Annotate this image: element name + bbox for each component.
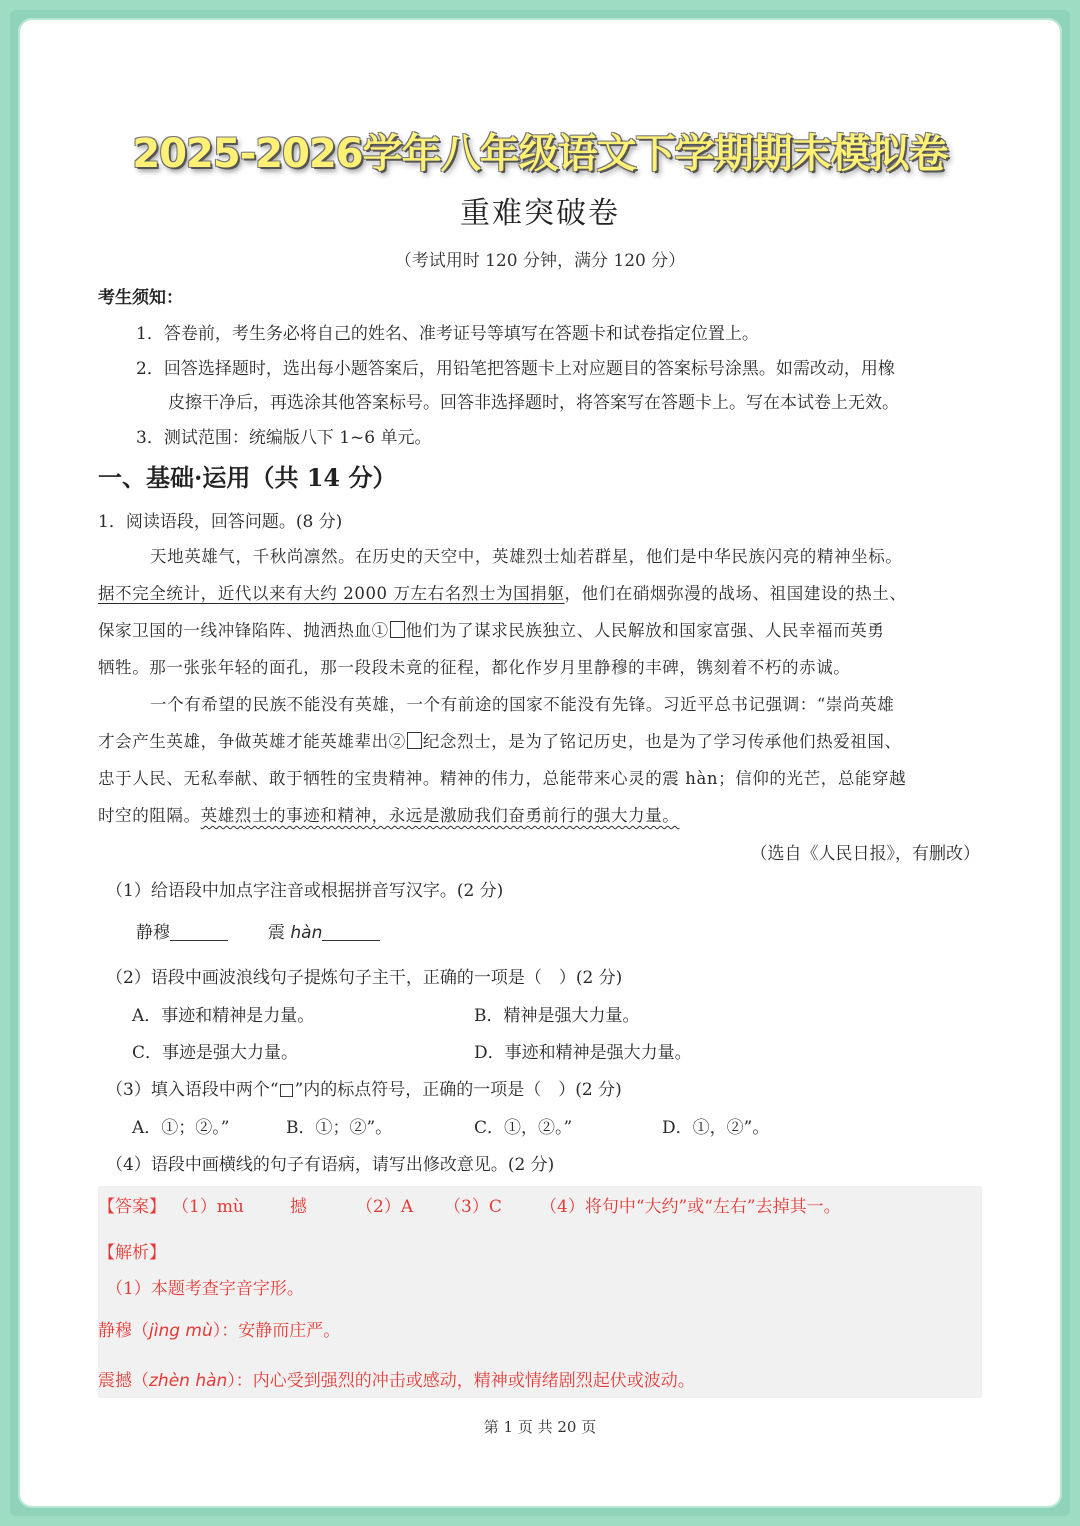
passage-line-7: 忠于人民、无私奉献、敢于牺牲的宝贵精神。精神的伟力，总能带来心灵的震 hàn；信仰的光芒，总能穿越 (98, 769, 907, 788)
answer-blank[interactable] (170, 922, 228, 941)
exam-subtitle: 重难突破卷 (460, 196, 620, 231)
passage-line-6-b: 纪念烈士，是为了铭记历史，也是为了学习传承他们热爱祖国、 (422, 732, 902, 751)
word-jingmu: 静穆 (136, 923, 170, 943)
notice-item-1: 1．答卷前，考生务必将自己的姓名、准考证号等填写在答题卡和试卷指定位置上。 (136, 324, 759, 344)
passage-line-6-a: 才会产生英雄，争做英雄才能英雄辈出② (98, 732, 406, 751)
passage-line-3-a: 保家卫国的一线冲锋陷阵、抛洒热血① (98, 621, 389, 640)
analysis-zhenhan-pinyin: zhèn hàn (149, 1371, 228, 1391)
analysis-zhenhan (98, 1366, 695, 1391)
question-1-1: （1）给语段中加点字注音或根据拼音写汉字。(2 分) (106, 881, 504, 901)
analysis-jingmu (98, 1316, 340, 1341)
answer-1: （1）mù (172, 1197, 244, 1217)
passage-line-8-a: 时空的阻隔。 (98, 806, 201, 825)
passage-line-8 (98, 802, 679, 826)
question-1-1-item-a (136, 918, 228, 943)
section-title: 一、基础·运用（共 14 分） (98, 463, 397, 492)
blank-box-2 (407, 732, 422, 749)
option-2b: B．精神是强大力量。 (474, 1006, 640, 1026)
page-number: 第 1 页 共 20 页 (483, 1418, 597, 1436)
wavy-sentence: 英雄烈士的事迹和精神，永远是激励我们奋勇前行的强大力量。 (200, 806, 680, 825)
passage-line-2 (98, 580, 906, 604)
passage-line-1: 天地英雄气，千秋尚凛然。在历史的天空中，英雄烈士灿若群星，他们是中华民族闪亮的精神坐标。 (150, 547, 903, 566)
notice-item-2-line-2: 皮擦干净后，再选涂其他答案标号。回答非选择题时，将答案写在答题卡上。写在本试卷上无效。 (168, 393, 899, 413)
analysis-jingmu-word: 静穆（ (98, 1321, 149, 1341)
answer-blank[interactable] (322, 922, 380, 941)
word-zhen: 震 (268, 923, 285, 943)
passage-source: （选自《人民日报》，有删改） (750, 844, 980, 864)
question-1-4: （4）语段中画横线的句子有语病，请写出修改意见。(2 分) (106, 1155, 555, 1175)
option-3d: D．①，②”。 (662, 1118, 770, 1138)
analysis-jingmu-meaning: ）：安静而庄严。 (212, 1321, 341, 1341)
notice-title: 考生须知： (98, 288, 183, 308)
option-3a: A．①；②。” (132, 1118, 230, 1138)
answer-label: 【答案】 (98, 1197, 166, 1217)
passage-line-5: 一个有希望的民族不能没有英雄，一个有前途的国家不能没有先锋。习近平总书记强调：“崇尚英雄 (150, 695, 895, 714)
option-2a: A．事迹和精神是力量。 (132, 1006, 315, 1026)
answer-2: （2）A (356, 1197, 414, 1217)
question-1-title: 1．阅读语段，回答问题。(8 分) (98, 512, 343, 532)
question-1-2: （2）语段中画波浪线句子提炼句子主干，正确的一项是（ ）(2 分) (106, 968, 623, 988)
option-2d: D．事迹和精神是强大力量。 (474, 1043, 692, 1063)
pinyin-han: hàn (290, 923, 323, 943)
exam-title: 2025-2026学年八年级语文下学期期末模拟卷 (132, 131, 948, 177)
passage-line-2-rest: ，他们在硝烟弥漫的战场、祖国建设的热土、 (564, 584, 907, 603)
answer-4: （4）将句中“大约”或“左右”去掉其一。 (540, 1197, 841, 1217)
underlined-sentence: 据不完全统计，近代以来有大约 2000 万左右名烈士为国捐躯 (98, 584, 565, 603)
analysis-label: 【解析】 (98, 1243, 166, 1263)
option-3c: C．①，②。” (474, 1118, 573, 1138)
notice-item-3: 3．测试范围：统编版八下 1~6 单元。 (136, 428, 432, 448)
option-3b: B．①；②”。 (286, 1118, 393, 1138)
exam-info: （考试用时 120 分钟，满分 120 分） (394, 251, 686, 271)
question-1-3: （3）填入语段中两个“□”内的标点符号，正确的一项是（ ）(2 分) (106, 1080, 622, 1100)
blank-box-1 (390, 621, 405, 638)
notice-item-2-line-1: 2．回答选择题时，选出每小题答案后，用铅笔把答题卡上对应题目的答案标号涂黑。如需改动，用橡 (136, 359, 895, 379)
passage-line-3 (98, 617, 885, 641)
analysis-jingmu-pinyin: jìng mù (149, 1321, 213, 1341)
answer-3: （3）C (444, 1197, 502, 1217)
passage-line-6 (98, 728, 902, 752)
analysis-zhenhan-meaning: ）：内心受到强烈的冲击或感动，精神或情绪剧烈起伏或波动。 (227, 1371, 695, 1391)
option-2c: C．事迹是强大力量。 (132, 1043, 299, 1063)
passage-line-4: 牺牲。那一张张年轻的面孔，那一段段未竟的征程，都化作岁月里静穆的丰碑，镌刻着不朽的赤诚。 (98, 658, 851, 677)
passage-line-3-b: 他们为了谋求民族独立、人民解放和国家富强、人民幸福而英勇 (405, 621, 885, 640)
question-1-1-item-b (268, 918, 380, 943)
analysis-zhenhan-word: 震撼（ (98, 1371, 149, 1391)
analysis-1: （1）本题考查字音字形。 (106, 1279, 304, 1299)
answer-1b: 撼 (290, 1197, 307, 1217)
